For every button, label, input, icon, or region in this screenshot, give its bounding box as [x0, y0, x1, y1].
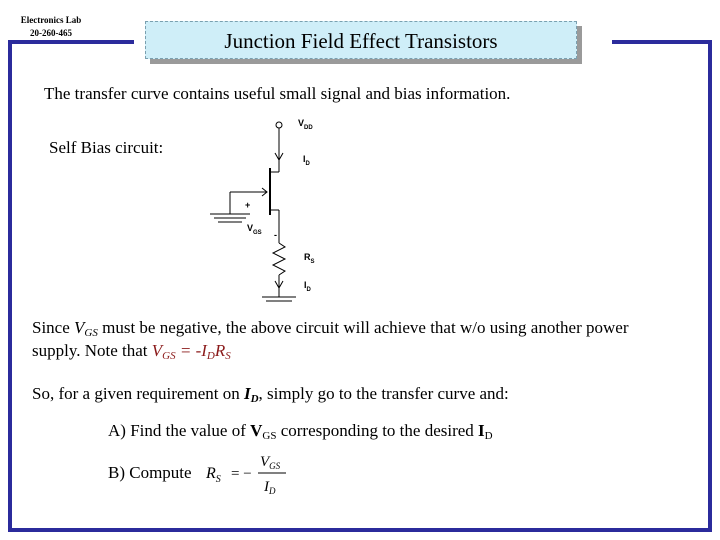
frame-top-left [8, 40, 134, 44]
vgs-inline: $V_{GS}$ [74, 318, 98, 339]
lab-label [18, 14, 84, 40]
formula-equals: = − [231, 466, 252, 482]
rs-formula [200, 448, 300, 500]
step-a: A) Find the value of $V_{GS}$ corresponding to the desired $I_D$ [108, 421, 493, 442]
frame-left [8, 40, 12, 532]
vgs-label: $V_{GS}$ [247, 223, 262, 236]
supply-line: supply. Note that $V_{GS} = -I_DR_S$ [32, 341, 231, 362]
vdd-label: $V_{DD}$ [298, 118, 313, 131]
vgs-step-a: $V_{GS}$ [250, 421, 277, 442]
id-bottom-label: $I_D$ [304, 280, 311, 293]
frame-top-right [612, 40, 712, 44]
vgs-plus-sign: + [245, 200, 251, 210]
intro-text: The transfer curve contains useful small signal and bias information. [44, 84, 511, 103]
frame-bottom [8, 528, 712, 532]
frame-right [708, 40, 712, 532]
vgs-equation: $V_{GS} = -I_DR_S$ [151, 341, 231, 362]
self-bias-label: Self Bias circuit: [49, 138, 164, 157]
course-number: 20-260-465 [30, 28, 72, 38]
since-line: Since $V_{GS}$ must be negative, the above circuit will achieve that w/o using another power [32, 318, 629, 339]
id-inline: $I_D$ [243, 384, 259, 405]
slide-title: Junction Field Effect Transistors [145, 21, 577, 59]
requirement-line: So, for a given requirement on $I_D$, simply go to the transfer curve and: [32, 384, 509, 405]
lab-name: Electronics Lab [20, 15, 82, 25]
formula-rs: $R_S$ [206, 465, 221, 485]
vgs-minus-sign: - [274, 230, 277, 240]
self-bias-circuit-diagram [190, 110, 340, 305]
formula-denominator: $I_D$ [264, 479, 276, 496]
formula-numerator: $V_{GS}$ [260, 454, 281, 471]
rs-label: $R_S$ [304, 252, 315, 265]
id-top-label: $I_D$ [303, 154, 310, 167]
step-b-label: B) Compute [108, 463, 192, 482]
id-step-a: $I_D$ [478, 421, 493, 442]
